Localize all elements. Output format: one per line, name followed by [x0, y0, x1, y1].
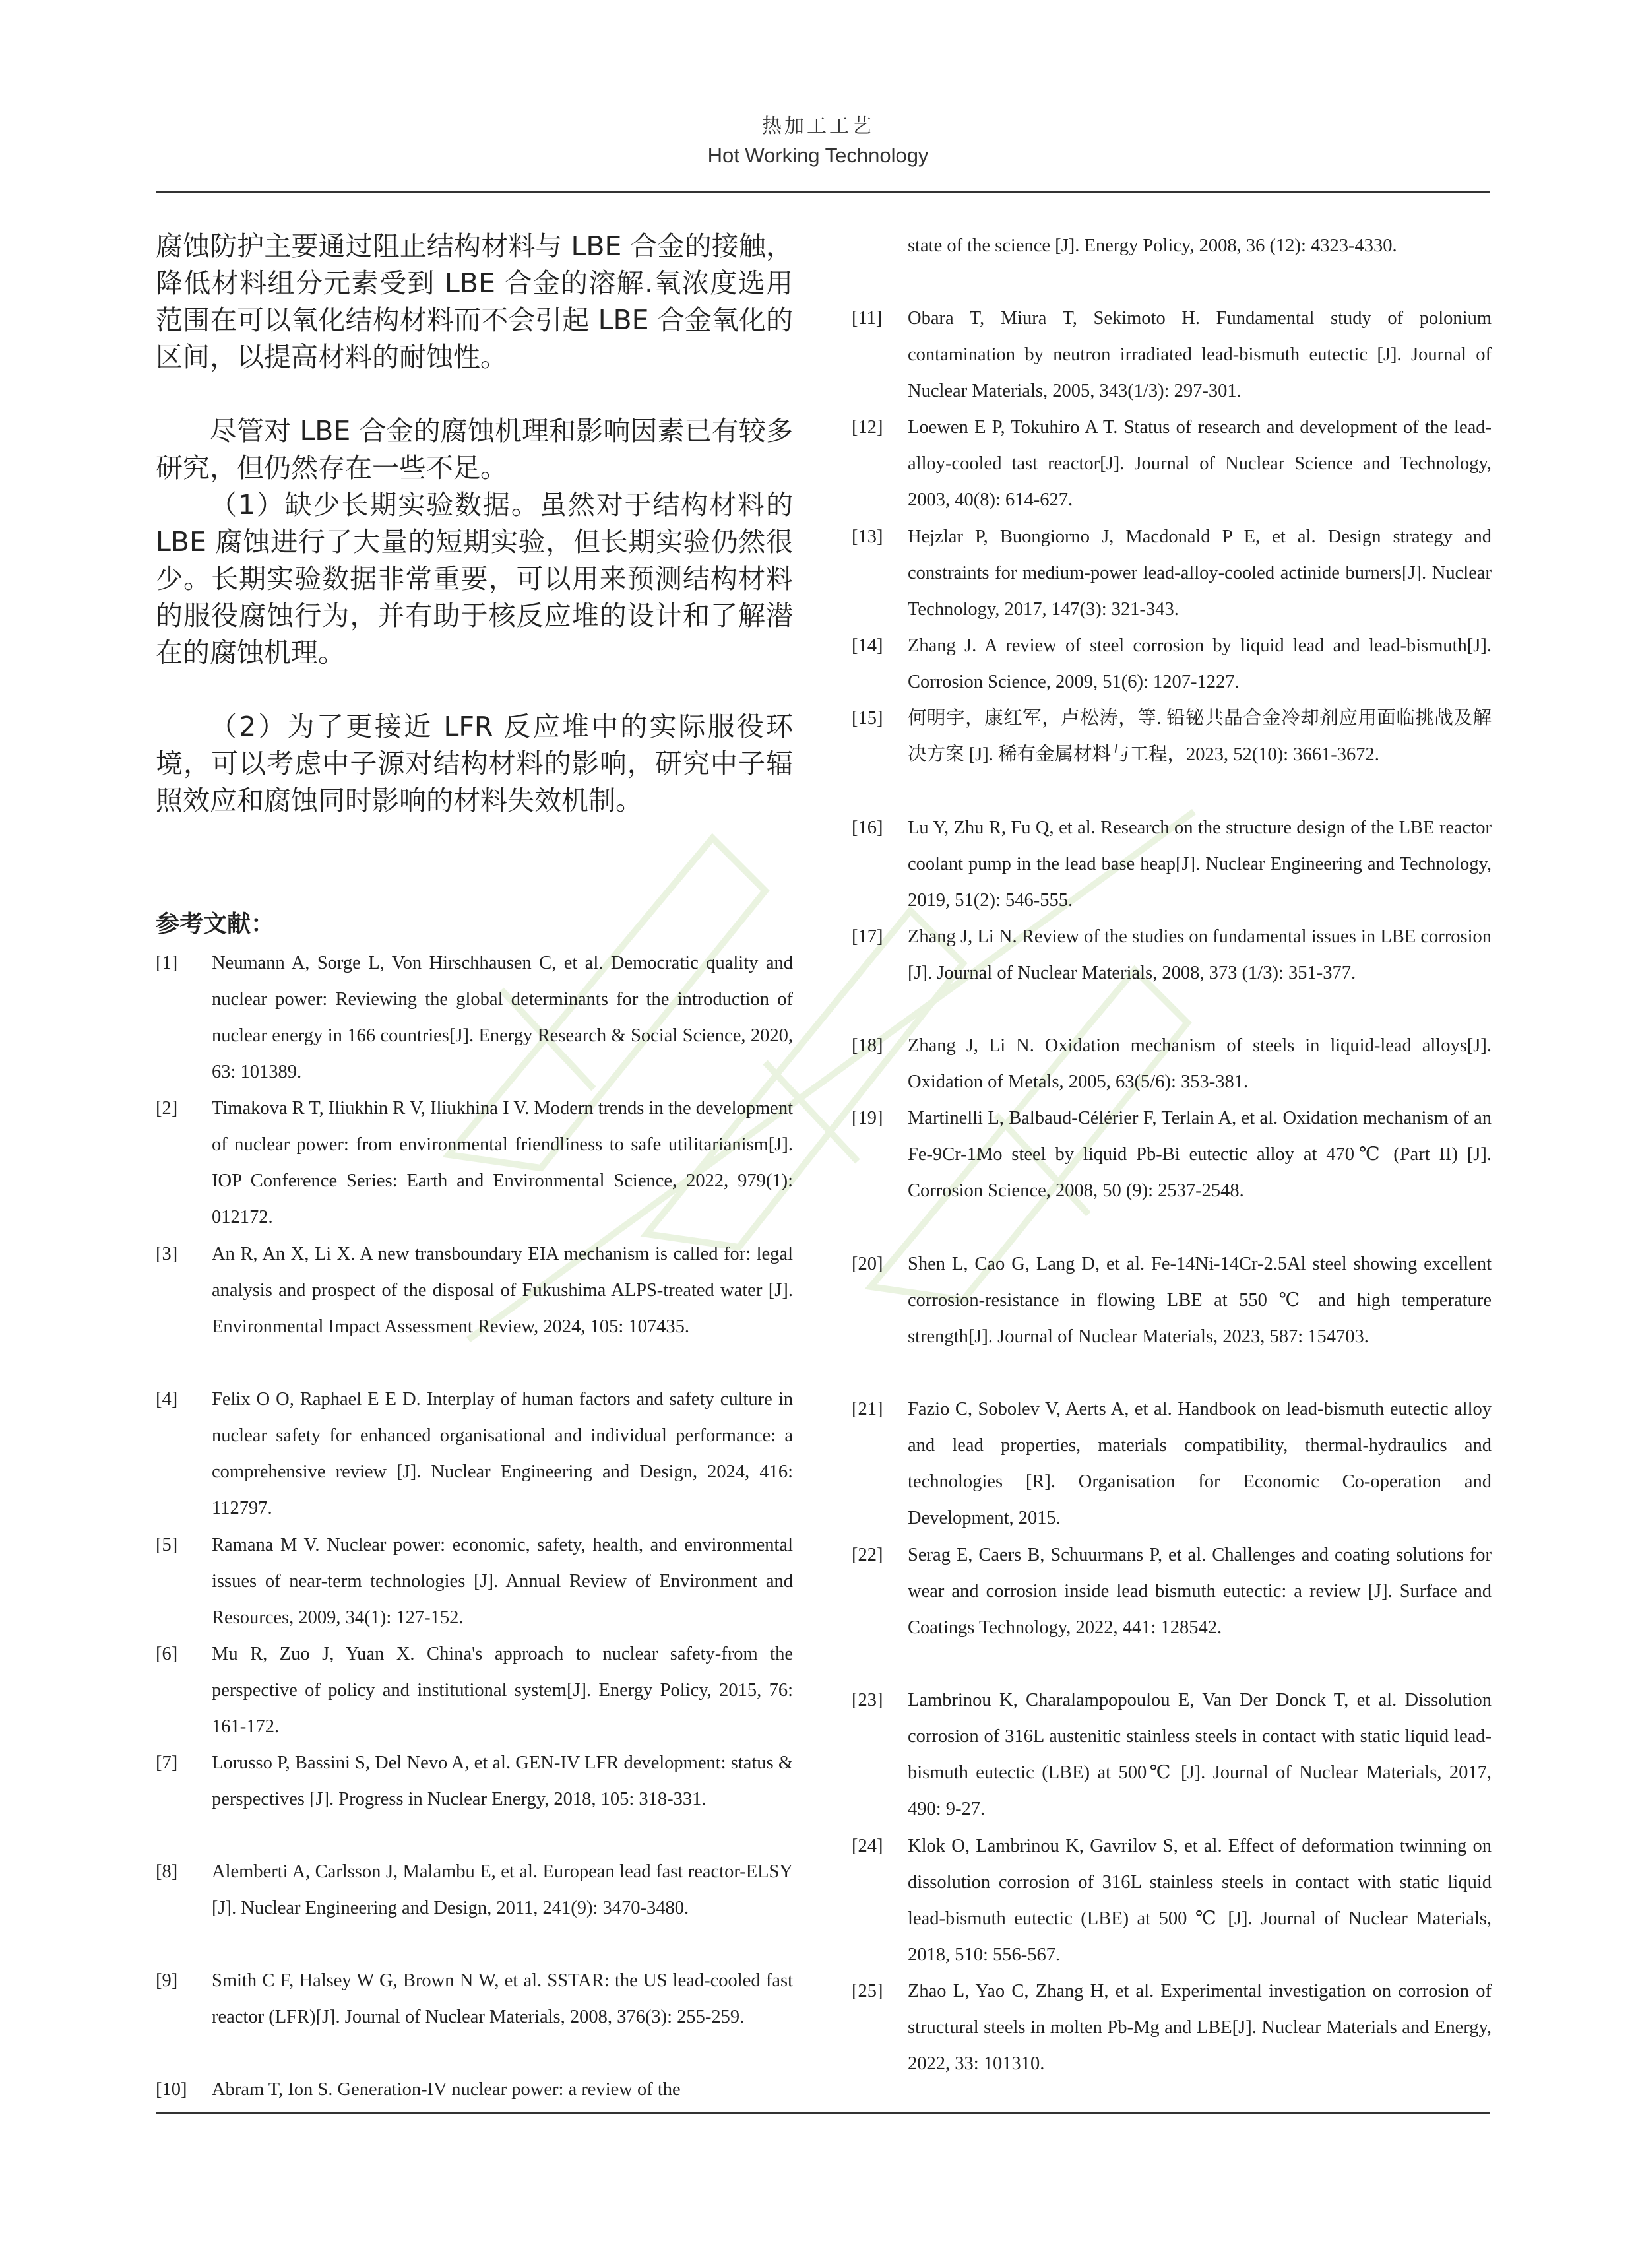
reference-item [852, 1828, 1492, 1973]
journal-title-en: Hot Working Technology [707, 144, 929, 167]
reference-item [156, 1090, 793, 1235]
reference-number: [18] [852, 1035, 883, 1056]
reference-number: [2] [156, 1098, 178, 1118]
footer-rule [156, 2112, 1490, 2114]
reference-item [852, 1682, 1492, 1827]
reference-item [156, 1527, 793, 1636]
reference-item [156, 1854, 793, 1926]
reference-text: Loewen E P, Tokuhiro A T. Status of research and development of the lead-alloy-cooled tast reactor[J]. Journal of Nuclear Science and Technology, 2003, 40(8): 614-627. [908, 417, 1492, 510]
reference-number: [14] [852, 635, 883, 656]
reference-text: Zhang J, Li N. Review of the studies on fundamental issues in LBE corrosion [J]. Journal of Nuclear Materials, 2008, 373 (1/3): 351-377. [908, 926, 1492, 983]
reference-item [852, 919, 1492, 991]
journal-title-cn: 热加工工艺 [762, 115, 874, 138]
reference-number: [15] [852, 708, 883, 729]
reference-text: Lorusso P, Bassini S, Del Nevo A, et al. GEN-IV LFR development: status & perspectives [J]. Progress in Nuclear Energy, 2018, 105: 318-331. [212, 1753, 793, 1809]
body-paragraph: 腐蚀防护主要通过阻止结构材料与 LBE 合金的接触，降低材料组分元素受到 LBE 合金的溶解.氧浓度选用范围在可以氧化结构材料而不会引起 LBE 合金氧化的区间，以提高材料的耐蚀性。 [156, 230, 793, 373]
reference-number: [10] [156, 2079, 187, 2100]
body-paragraph: （2）为了更接近 LFR 反应堆中的实际服役环境，可以考虑中子源对结构材料的影响，研究中子辐照效应和腐蚀同时影响的材料失效机制。 [156, 711, 793, 816]
reference-number: [8] [156, 1862, 178, 1882]
reference-text: Neumann A, Sorge L, Von Hirschhausen C, et al. Democratic quality and nuclear power: Reviewing the global determinants for the introduction of nuclear energy in 166 countries[J]. Energy Research & Social Science, 2020, 63: 101389. [212, 953, 793, 1082]
reference-item [852, 810, 1492, 919]
reference-text: Fazio C, Sobolev V, Aerts A, et al. Handbook on lead-bismuth eutectic alloy and lead properties, materials compatibility, thermal-hydraulics and technologies [R]. Organisation for Economic Co-operation and Development, 2015. [908, 1399, 1492, 1528]
reference-item [852, 1100, 1492, 1209]
reference-text: Alemberti A, Carlsson J, Malambu E, et al. European lead fast reactor-ELSY [J]. Nuclear Engineering and Design, 2011, 241(9): 3470-3480. [212, 1862, 793, 1918]
reference-item [852, 1246, 1492, 1355]
reference-item [852, 1973, 1492, 2082]
reference-text: Zhang J. A review of steel corrosion by liquid lead and lead-bismuth[J]. Corrosion Science, 2009, 51(6): 1207-1227. [908, 635, 1492, 692]
reference-number: [16] [852, 818, 883, 838]
reference-item [852, 228, 1492, 264]
references-heading: 参考文献： [156, 911, 275, 938]
reference-item [156, 1636, 793, 1745]
body-paragraph: 尽管对 LBE 合金的腐蚀机理和影响因素已有较多研究，但仍然存在一些不足。 [156, 415, 793, 484]
reference-item [156, 1745, 793, 1817]
header-rule [156, 191, 1490, 193]
reference-number: [5] [156, 1535, 178, 1555]
reference-text: Klok O, Lambrinou K, Gavrilov S, et al. Effect of deformation twinning on dissolution corrosion of 316L stainless steels in contact with static liquid lead-bismuth eutectic (LBE) at 500 ℃ [J]. Journal of Nuclear Materials, 2018, 510: 556-567. [908, 1836, 1492, 1965]
reference-number: [21] [852, 1399, 883, 1419]
reference-item [156, 945, 793, 1090]
reference-number: [23] [852, 1690, 883, 1710]
reference-text: Lambrinou K, Charalampopoulou E, Van Der Donck T, et al. Dissolution corrosion of 316L austenitic stainless steels in contact with static liquid lead-bismuth eutectic (LBE) at 500℃ [J]. Journal of Nuclear Materials, 2017, 490: 9-27. [908, 1690, 1492, 1819]
reference-number: [19] [852, 1108, 883, 1128]
reference-number: [9] [156, 1970, 178, 1991]
reference-text: Obara T, Miura T, Sekimoto H. Fundamental study of polonium contamination by neutron irradiated lead-bismuth eutectic [J]. Journal of Nuclear Materials, 2005, 343(1/3): 297-301. [908, 308, 1492, 401]
reference-number: [4] [156, 1389, 178, 1409]
reference-text: Mu R, Zuo J, Yuan X. China's approach to nuclear safety-from the perspective of policy and institutional system[J]. Energy Policy, 2015, 76: 161-172. [212, 1644, 793, 1737]
reference-number: [12] [852, 417, 883, 437]
reference-number: [22] [852, 1545, 883, 1565]
reference-text: 何明宇，康红军，卢松涛，等. 铅铋共晶合金冷却剂应用面临挑战及解决方案 [J]. 稀有金属材料与工程，2023, 52(10): 3661-3672. [908, 708, 1492, 765]
reference-text: state of the science [J]. Energy Policy, 2008, 36 (12): 4323-4330. [908, 236, 1397, 256]
reference-number: [24] [852, 1836, 883, 1856]
reference-number: [20] [852, 1254, 883, 1274]
reference-item [852, 1391, 1492, 1536]
reference-text: Zhang J, Li N. Oxidation mechanism of steels in liquid-lead alloys[J]. Oxidation of Metals, 2005, 63(5/6): 353-381. [908, 1035, 1492, 1092]
reference-item [156, 1962, 793, 2035]
reference-item [852, 519, 1492, 628]
reference-item [852, 300, 1492, 409]
reference-text: Martinelli L, Balbaud-Célérier F, Terlain A, et al. Oxidation mechanism of an Fe-9Cr-1Mo steel by liquid Pb-Bi eutectic alloy at 470℃ (Part II) [J]. Corrosion Science, 2008, 50 (9): 2537-2548. [908, 1108, 1492, 1201]
reference-text: Smith C F, Halsey W G, Brown N W, et al. SSTAR: the US lead-cooled fast reactor (LFR)[J]. Journal of Nuclear Materials, 2008, 376(3): 255-259. [212, 1970, 793, 2027]
reference-text: Timakova R T, Iliukhin R V, Iliukhina I V. Modern trends in the development of nuclear power: from environmental friendliness to safe utilitarianism[J]. IOP Conference Series: Earth and Environmental Science, 2022, 979(1): 012172. [212, 1098, 793, 1227]
reference-text: Abram T, Ion S. Generation-IV nuclear power: a review of the [212, 2079, 681, 2100]
running-header [0, 112, 1636, 170]
reference-number: [25] [852, 1981, 883, 2001]
reference-item [852, 628, 1492, 700]
reference-text: Zhao L, Yao C, Zhang H, et al. Experimental investigation on corrosion of structural steels in molten Pb-Mg and LBE[J]. Nuclear Materials and Energy, 2022, 33: 101310. [908, 1981, 1492, 2074]
body-paragraph: （1）缺少长期实验数据。虽然对于结构材料的 LBE 腐蚀进行了大量的短期实验，但长期实验仍然很少。长期实验数据非常重要，可以用来预测结构材料的服役腐蚀行为，并有助于核反应堆的设计和了解潜在的腐蚀机理。 [156, 489, 793, 668]
reference-item [156, 1236, 793, 1345]
reference-text: Lu Y, Zhu R, Fu Q, et al. Research on the structure design of the LBE reactor coolant pump in the lead base heap[J]. Nuclear Engineering and Technology, 2019, 51(2): 546-555. [908, 818, 1492, 911]
reference-text: Hejzlar P, Buongiorno J, Macdonald P E, et al. Design strategy and constraints for medium-power lead-alloy-cooled actinide burners[J]. Nuclear Technology, 2017, 147(3): 321-343. [908, 527, 1492, 620]
reference-item [852, 1537, 1492, 1646]
reference-text: Felix O O, Raphael E E D. Interplay of human factors and safety culture in nuclear safety for enhanced organisational and individual performance: a comprehensive review [J]. Nuclear Engineering and Design, 2024, 416: 112797. [212, 1389, 793, 1518]
reference-text: Serag E, Caers B, Schuurmans P, et al. Challenges and coating solutions for wear and corrosion inside lead bismuth eutectic: a review [J]. Surface and Coatings Technology, 2022, 441: 128542. [908, 1545, 1492, 1638]
reference-text: Ramana M V. Nuclear power: economic, safety, health, and environmental issues of near-term technologies [J]. Annual Review of Environment and Resources, 2009, 34(1): 127-152. [212, 1535, 793, 1628]
reference-item [852, 409, 1492, 518]
reference-number: [3] [156, 1244, 178, 1264]
reference-text: Shen L, Cao G, Lang D, et al. Fe-14Ni-14Cr-2.5Al steel showing excellent corrosion-resistance in flowing LBE at 550 ℃ and high temperature strength[J]. Journal of Nuclear Materials, 2023, 587: 154703. [908, 1254, 1492, 1347]
reference-number: [11] [852, 308, 883, 329]
reference-item [156, 2071, 793, 2108]
reference-number: [17] [852, 926, 883, 947]
reference-text: An R, An X, Li X. A new transboundary EIA mechanism is called for: legal analysis and prospect of the disposal of Fukushima ALPS-treated water [J]. Environmental Impact Assessment Review, 2024, 105: 107435. [212, 1244, 793, 1337]
reference-item [852, 700, 1492, 773]
reference-number: [13] [852, 527, 883, 547]
reference-item [852, 1027, 1492, 1100]
reference-item [156, 1381, 793, 1526]
reference-number: [6] [156, 1644, 178, 1664]
reference-number: [7] [156, 1753, 178, 1773]
reference-number: [1] [156, 953, 178, 973]
